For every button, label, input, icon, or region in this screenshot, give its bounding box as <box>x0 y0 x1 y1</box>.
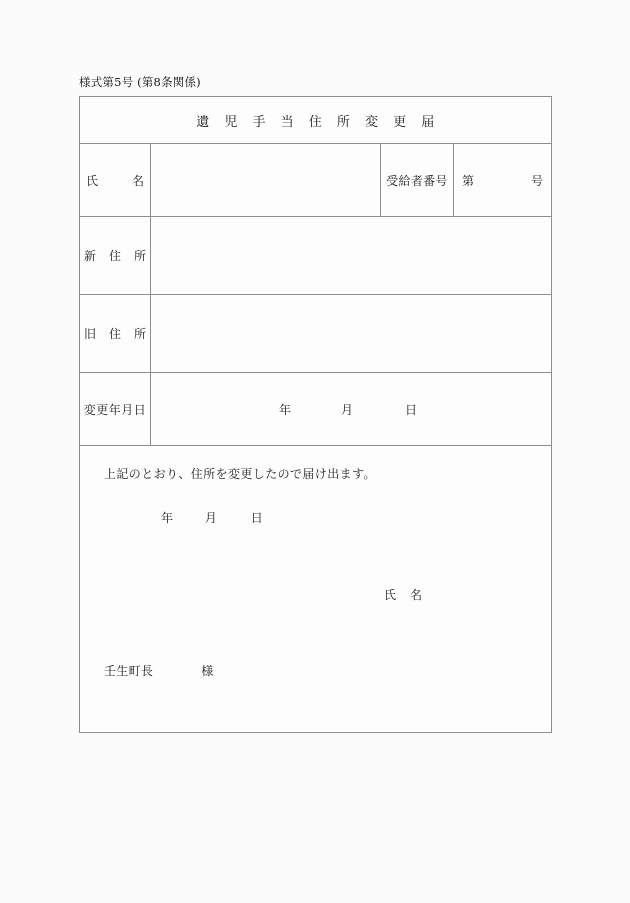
table-row-old-address <box>80 295 552 373</box>
receipt-number-label: 受給者番号 <box>386 173 448 188</box>
new-address-label-char-3: 所 <box>134 249 147 263</box>
signature-label-char-1: 氏 <box>384 588 397 602</box>
table-row-title <box>80 97 552 144</box>
name-label-char-2: 名 <box>132 173 145 188</box>
new-address-label <box>84 249 146 263</box>
title-cell <box>80 97 552 144</box>
receipt-number-suffix: 号 <box>530 173 543 188</box>
name-value-field[interactable] <box>151 144 381 217</box>
old-address-label-char-2: 住 <box>108 327 121 341</box>
form-number-header: 様式第5号 (第8条関係) <box>79 75 201 89</box>
change-date-label-cell <box>80 373 151 446</box>
signature-name-line[interactable] <box>384 586 422 603</box>
table-row-statement <box>80 446 552 733</box>
statement-date-year-unit: 年 <box>161 511 174 525</box>
name-label-cell <box>80 144 151 217</box>
old-address-label-char-1: 旧 <box>83 327 96 341</box>
statement-date-month-unit: 月 <box>204 511 217 525</box>
statement-date-day-unit: 日 <box>250 511 263 525</box>
old-address-label-char-3: 所 <box>134 327 147 341</box>
statement-date-line[interactable] <box>161 509 263 526</box>
receipt-number-prefix: 第 <box>462 173 475 188</box>
new-address-label-cell <box>80 217 151 295</box>
change-date-day-unit: 日 <box>405 402 418 417</box>
addressee-line <box>104 662 213 679</box>
old-address-value-field[interactable] <box>151 295 552 373</box>
change-date-month-unit: 月 <box>341 402 354 417</box>
new-address-label-char-1: 新 <box>83 249 96 263</box>
change-of-address-form-table <box>79 96 552 733</box>
change-date-value-field[interactable] <box>151 373 552 446</box>
signature-label-char-2: 名 <box>410 588 423 602</box>
change-date-year-unit: 年 <box>279 402 292 417</box>
receipt-number-label-cell <box>381 144 454 217</box>
table-row-change-date <box>80 373 552 446</box>
table-row-name <box>80 144 552 217</box>
document-title: 遺 児 手 当 住 所 変 更 届 <box>196 114 440 130</box>
addressee-honorific: 様 <box>201 664 214 678</box>
statement-text: 上記のとおり、住所を変更したので届け出ます。 <box>104 467 376 481</box>
name-label <box>86 172 144 189</box>
new-address-label-char-2: 住 <box>108 249 121 263</box>
addressee-recipient: 壬生町長 <box>104 664 154 678</box>
statement-cell <box>80 446 552 733</box>
name-label-char-1: 氏 <box>85 173 98 188</box>
receipt-number-value-cell[interactable] <box>454 144 552 217</box>
table-row-new-address <box>80 217 552 295</box>
change-date-label: 変更年月日 <box>83 402 147 417</box>
old-address-label <box>84 327 146 341</box>
old-address-label-cell <box>80 295 151 373</box>
new-address-value-field[interactable] <box>151 217 552 295</box>
